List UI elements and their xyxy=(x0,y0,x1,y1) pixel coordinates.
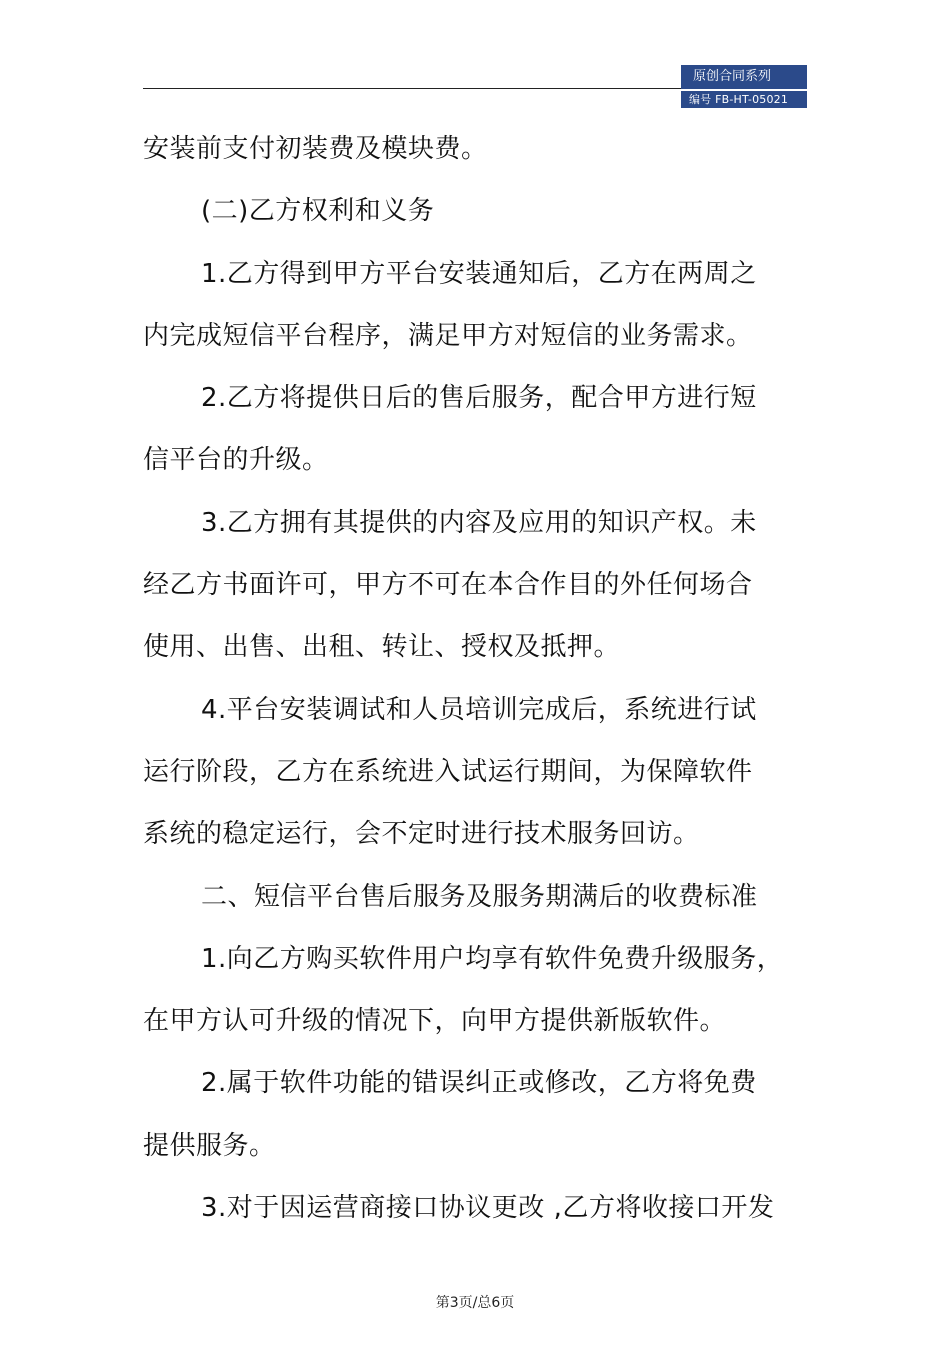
page-number: 第3页/总6页 xyxy=(435,1295,515,1311)
text-line: 2.乙方将提供日后的售后服务，配合甲方进行短 xyxy=(201,383,757,414)
text-line: 3.对于因运营商接口协议更改 ,乙方将收接口开发 xyxy=(201,1193,775,1224)
text-line: 2.属于软件功能的错误纠正或修改，乙方将免费 xyxy=(201,1068,757,1099)
text-line: 经乙方书面许可，甲方不可在本合作目的外任何场合 xyxy=(143,570,753,601)
text-line: 信平台的升级。 xyxy=(143,445,329,476)
text-line: 1.向乙方购买软件用户均享有软件免费升级服务， xyxy=(201,943,784,974)
text-line: 使用、出售、出租、转让、授权及抵押。 xyxy=(143,632,621,663)
text-line: 在甲方认可升级的情况下，向甲方提供新版软件。 xyxy=(143,1006,727,1037)
text-line: (二)乙方权利和义务 xyxy=(201,196,435,227)
text-line: 系统的稳定运行，会不定时进行技术服务回访。 xyxy=(143,819,700,850)
document-body xyxy=(143,118,793,1239)
document-code: 编号 FB-HT-05021 xyxy=(681,91,807,108)
text-line: 4.平台安装调试和人员培训完成后，系统进行试 xyxy=(201,694,757,725)
text-line: 1.乙方得到甲方平台安装通知后，乙方在两周之 xyxy=(201,258,757,289)
text-line: 内完成短信平台程序，满足甲方对短信的业务需求。 xyxy=(143,320,753,351)
text-line: 二、短信平台售后服务及服务期满后的收费标准 xyxy=(201,881,758,912)
text-line: 提供服务。 xyxy=(143,1130,276,1161)
text-line: 3.乙方拥有其提供的内容及应用的知识产权。未 xyxy=(201,507,757,538)
text-line: 安装前支付初装费及模块费。 xyxy=(143,134,488,164)
text-line: 运行阶段，乙方在系统进入试运行期间，为保障软件 xyxy=(143,756,753,787)
series-label: 原创合同系列 xyxy=(681,65,807,89)
series-badge xyxy=(681,65,807,108)
